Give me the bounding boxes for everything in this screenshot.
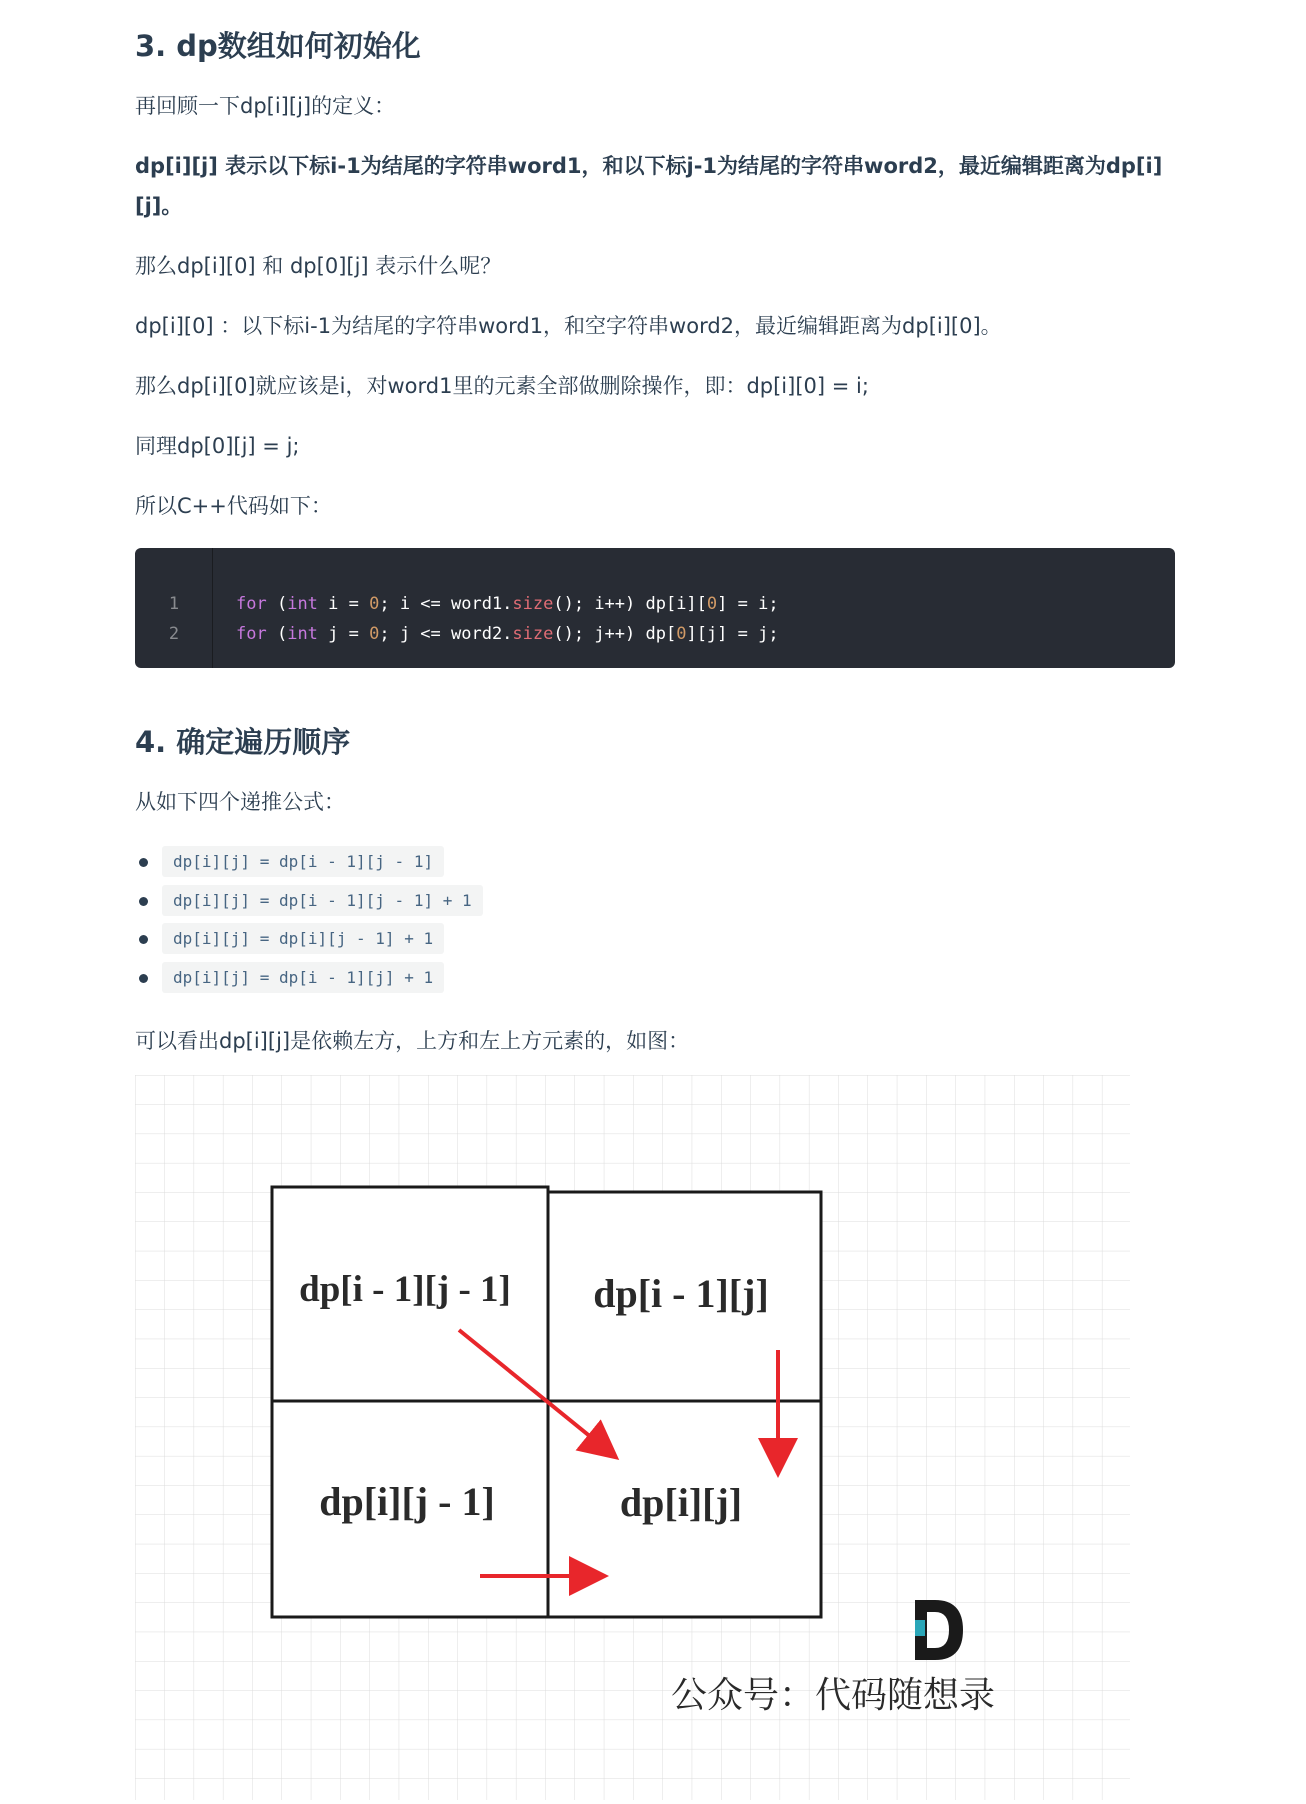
inline-code-formula: dp[i][j] = dp[i][j - 1] + 1 bbox=[162, 923, 444, 954]
code-token: j = bbox=[317, 624, 370, 644]
code-line bbox=[236, 624, 779, 644]
watermark-text: 公众号：代码随想录 bbox=[670, 1675, 995, 1716]
cell-label-top-right: dp[i - 1][j] bbox=[593, 1271, 769, 1316]
paragraph-dp-0j-value: 同理dp[0][j] = j; bbox=[135, 434, 300, 458]
keyword-for: for bbox=[236, 594, 267, 614]
cell-label-top-left: dp[i - 1][j - 1] bbox=[299, 1269, 511, 1310]
paragraph-dp-i0-meaning: dp[i][0] ：以下标i-1为结尾的字符串word1，和空字符串word2，最近编辑距离为dp[i][0]。 bbox=[135, 314, 1002, 338]
bullet-dot bbox=[139, 974, 148, 983]
section-heading-traversal-order: 4. 确定遍历顺序 bbox=[135, 725, 351, 759]
paragraph-definition-line1: dp[i][j] 表示以下标i-1为结尾的字符串word1，和以下标j-1为结尾的字符串word2，最近编辑距离为dp[i] bbox=[135, 154, 1163, 178]
code-token: ( bbox=[266, 624, 288, 644]
section-heading-init: 3. dp数组如何初始化 bbox=[135, 29, 421, 63]
number-literal: 0 bbox=[369, 624, 380, 644]
keyword-for: for bbox=[236, 624, 267, 644]
paragraph-dependency: 可以看出dp[i][j]是依赖左方，上方和左上方元素的，如图： bbox=[135, 1029, 690, 1053]
keyword-int: int bbox=[287, 624, 318, 644]
code-block bbox=[135, 548, 1175, 668]
paragraph-code-intro: 所以C++代码如下： bbox=[135, 494, 332, 518]
code-token: ( bbox=[266, 594, 288, 614]
line-number: 2 bbox=[168, 624, 180, 644]
function-size: size bbox=[512, 624, 554, 644]
line-number-gutter bbox=[135, 548, 213, 668]
code-token: ; i <= word1. bbox=[379, 594, 513, 614]
number-literal: 0 bbox=[706, 594, 718, 614]
bullet-dot bbox=[139, 897, 148, 906]
number-literal: 0 bbox=[676, 624, 687, 644]
paragraph-formulas-intro: 从如下四个递推公式： bbox=[135, 790, 345, 814]
code-token: (); j++) dp[ bbox=[553, 624, 677, 644]
keyword-int: int bbox=[287, 594, 318, 614]
code-token: ] = i; bbox=[717, 594, 779, 614]
code-token: ][j] = j; bbox=[686, 624, 779, 644]
cell-label-bottom-left: dp[i][j - 1] bbox=[319, 1479, 495, 1524]
bullet-dot bbox=[139, 935, 148, 944]
code-token: ; j <= word2. bbox=[379, 624, 513, 644]
inline-code-formula: dp[i][j] = dp[i - 1][j] + 1 bbox=[162, 962, 444, 993]
line-number: 1 bbox=[168, 594, 180, 614]
paragraph-question: 那么dp[i][0] 和 dp[0][j] 表示什么呢？ bbox=[135, 254, 502, 278]
code-token: i = bbox=[317, 594, 370, 614]
function-size: size bbox=[512, 594, 554, 614]
code-line bbox=[236, 594, 779, 614]
paragraph-definition-line2: [j]。 bbox=[135, 194, 183, 218]
inline-code-formula: dp[i][j] = dp[i - 1][j - 1] + 1 bbox=[162, 885, 483, 916]
code-token: (); i++) dp[i][ bbox=[553, 594, 707, 614]
inline-code-formula: dp[i][j] = dp[i - 1][j - 1] bbox=[162, 846, 444, 877]
paragraph-recall-definition: 再回顾一下dp[i][j]的定义： bbox=[135, 94, 396, 118]
dependency-diagram bbox=[135, 1075, 1130, 1800]
paragraph-dp-i0-value: 那么dp[i][0]就应该是i，对word1里的元素全部做删除操作，即：dp[i][0] = i; bbox=[135, 374, 869, 398]
cell-label-bottom-right: dp[i][j] bbox=[619, 1480, 743, 1525]
dependency-diagram-svg bbox=[135, 1075, 1130, 1800]
bullet-dot bbox=[139, 858, 148, 867]
number-literal: 0 bbox=[369, 594, 380, 614]
